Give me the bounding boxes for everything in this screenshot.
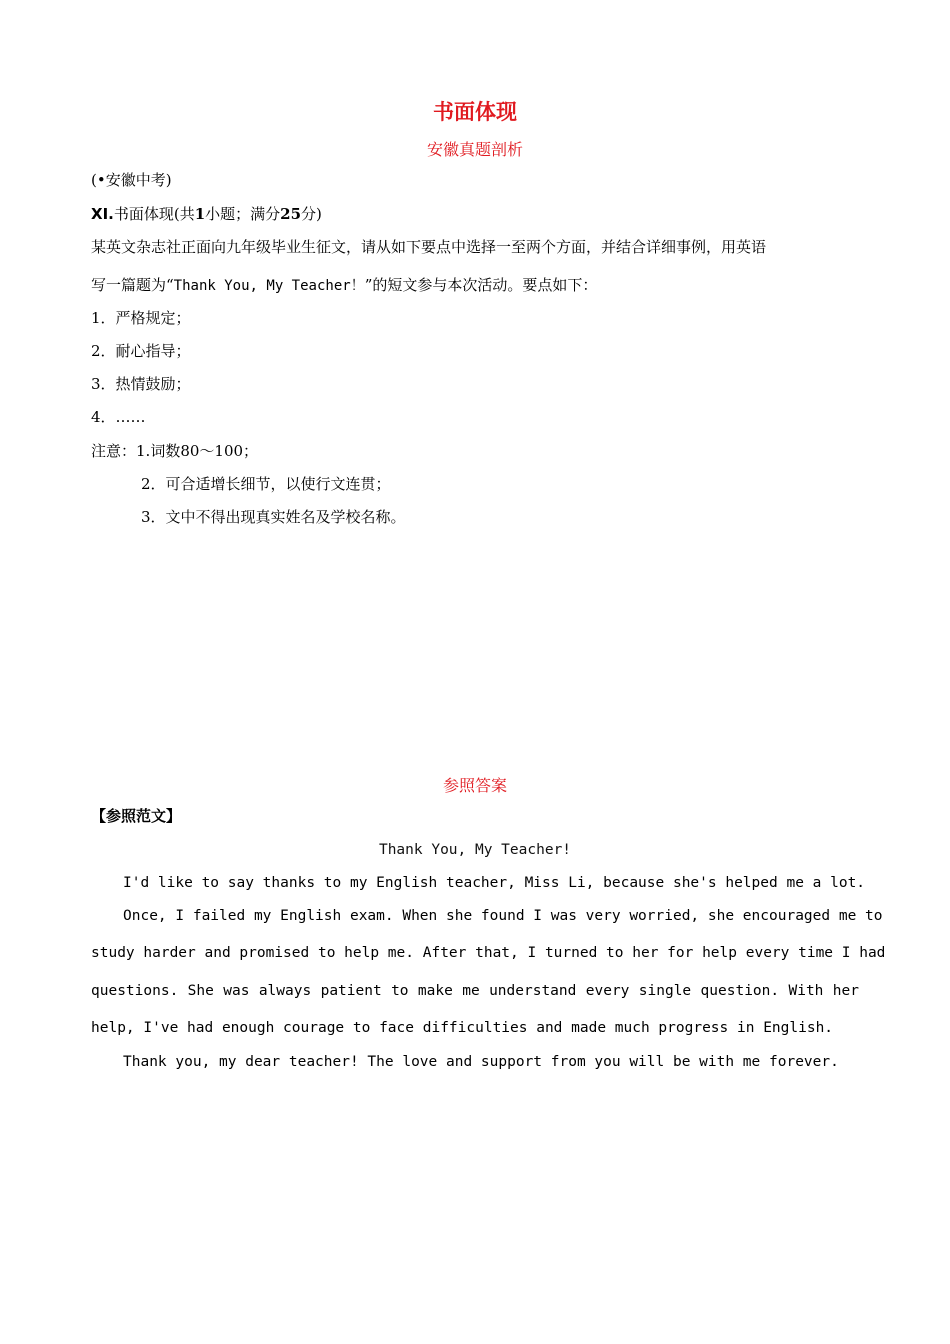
exam-source: (•安徽中考): [91, 171, 172, 189]
question-number: XI.: [91, 205, 114, 223]
note-item-3: 3．文中不得出现真实姓名及学校名称。: [141, 508, 406, 526]
question-intro-line-1: 某英文杂志社正面向九年级毕业生征文，请从如下要点中选择一至两个方面，并结合详细事例，用英语: [91, 238, 767, 256]
note-text-1: 1.词数80～100；: [136, 442, 259, 460]
note-item-1: [91, 441, 258, 461]
question-count: 1: [194, 205, 206, 223]
notes-label: 注意：: [91, 442, 137, 460]
point-item-3: 3．热情鼓励；: [91, 375, 191, 393]
question-label-mid: 小题；满分: [205, 205, 281, 223]
intro-line-2-post: ”的短文参与本次活动。要点如下：: [364, 276, 598, 294]
note-item-2: 2．可合适增长细节，以使行文连贯；: [141, 475, 391, 493]
question-header: [91, 204, 322, 224]
point-item-4: 4．……: [91, 408, 146, 426]
intro-line-2-pre: 写一篇题为“: [91, 276, 174, 294]
essay-topic-title: Thank You, My Teacher！: [173, 278, 365, 294]
essay-title: Thank You, My Teacher!: [378, 842, 572, 858]
question-label-post: 分): [301, 205, 322, 223]
essay-paragraph-2-line-2: study harder and promised to help me. After that, I turned to her for help every time I had: [91, 945, 886, 961]
question-label-pre: 书面体现(共: [113, 205, 195, 223]
section-subtitle: 安徽真题剖析: [426, 140, 523, 159]
answer-heading: 参照答案: [442, 776, 507, 795]
question-score: 25: [280, 205, 302, 223]
essay-paragraph-2-line-3: questions. She was always patient to make me understand every single question. With her: [91, 983, 859, 999]
question-intro-line-2: [91, 275, 597, 296]
page-title: 书面体现: [433, 100, 517, 124]
point-item-1: 1．严格规定；: [91, 309, 191, 327]
point-item-2: 2．耐心指导；: [91, 342, 191, 360]
essay-paragraph-1: I'd like to say thanks to my English teacher, Miss Li, because she's helped me a lot.: [123, 875, 866, 891]
essay-paragraph-3: Thank you, my dear teacher! The love and support from you will be with me forever.: [123, 1054, 839, 1070]
essay-paragraph-2-line-1: Once, I failed my English exam. When she found I was very worried, she encouraged me to: [123, 908, 883, 924]
essay-paragraph-2-line-4: help, I've had enough courage to face difficulties and made much progress in English.: [91, 1020, 834, 1036]
sample-essay-label: 【参照范文】: [91, 807, 182, 825]
